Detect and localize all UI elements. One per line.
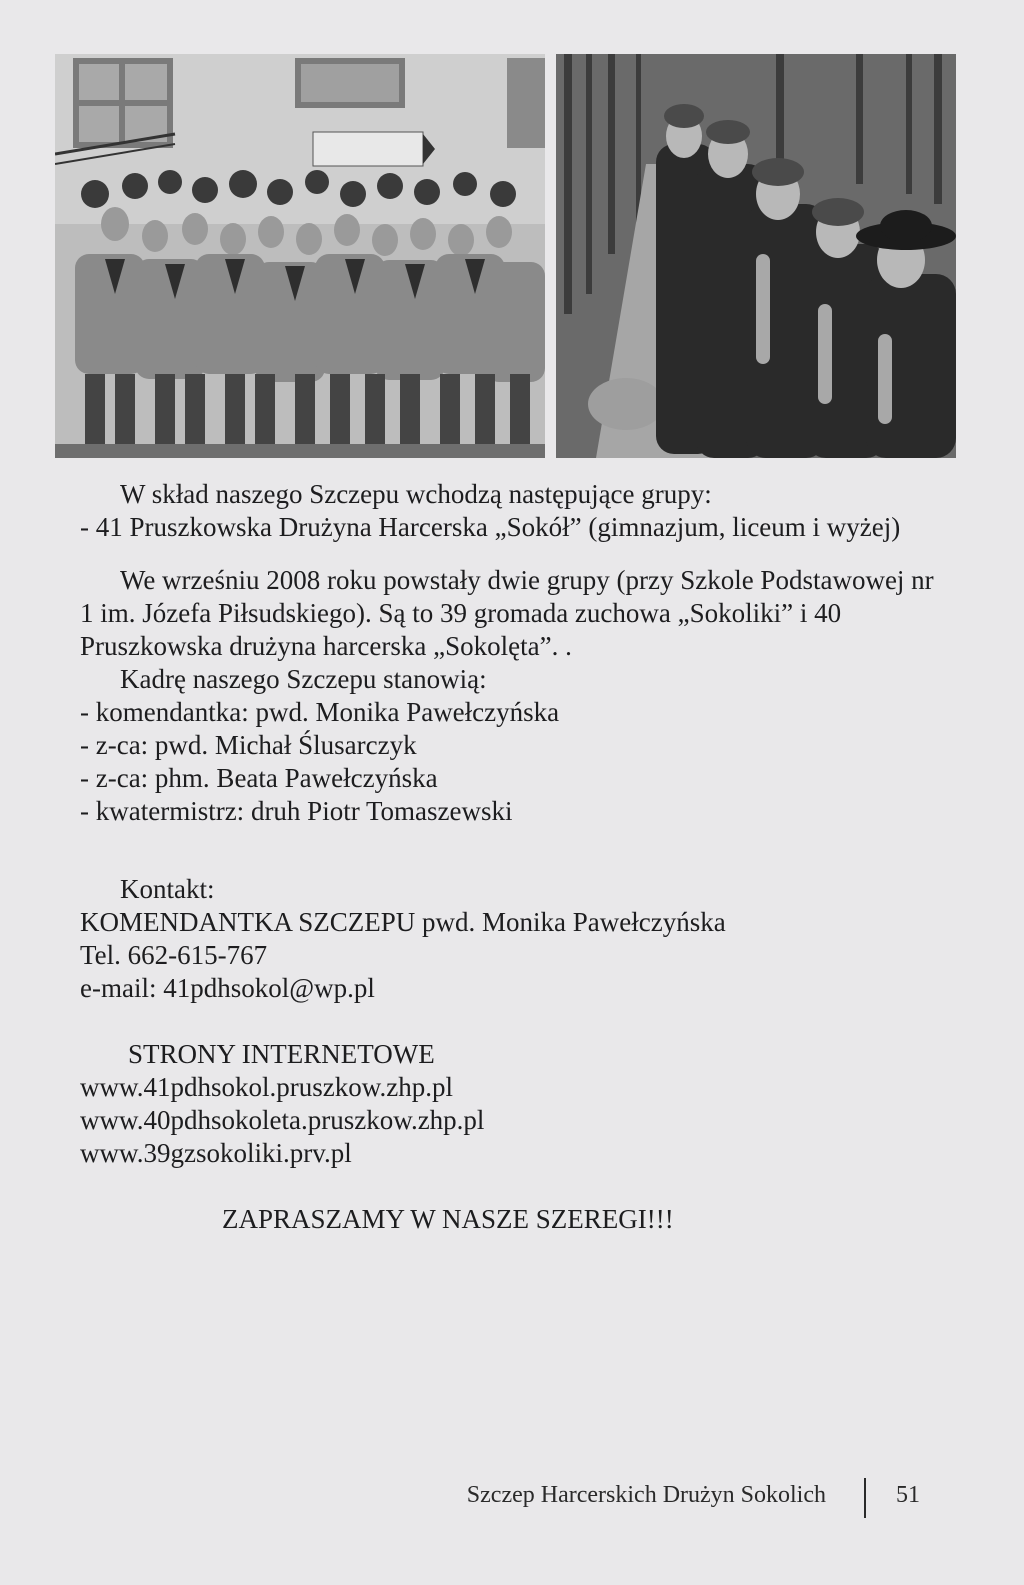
photo-scouts-group (55, 54, 545, 458)
contact-heading: Kontakt: (120, 874, 215, 904)
photo-scouts-group-image (55, 54, 545, 458)
website-link: www.41pdhsokol.pruszkow.zhp.pl (80, 1072, 453, 1102)
photo-scouts-forest (556, 54, 956, 458)
page-body-text (80, 478, 940, 1236)
websites-heading: STRONY INTERNETOWE (128, 1039, 435, 1069)
staff-item: - z-ca: phm. Beata Pawełczyńska (80, 763, 438, 793)
intro-paragraph: W skład naszego Szczepu wchodzą następujące grupy: (120, 479, 712, 509)
footer-separator (864, 1478, 866, 1518)
staff-item: - komendantka: pwd. Monika Pawełczyńska (80, 697, 560, 727)
new-groups-paragraph: We wrześniu 2008 roku powstały dwie grupy (przy Szkole Podstawowej nr 1 im. Józefa Piłsudskiego). Są to 39 gromada zuchowa „Sokoliki” i 40 Pruszkowska drużyna harcerska „Sokolęta”. . (80, 565, 934, 661)
website-link: www.40pdhsokoleta.pruszkow.zhp.pl (80, 1105, 485, 1135)
staff-item: - z-ca: pwd. Michał Ślusarczyk (80, 730, 417, 760)
contact-phone: Tel. 662-615-767 (80, 940, 268, 970)
contact-line: KOMENDANTKA SZCZEPU pwd. Monika Pawełczyńska (80, 907, 726, 937)
photo-scouts-forest-image (556, 54, 956, 458)
group-41-paragraph: - 41 Pruszkowska Drużyna Harcerska „Sokół” (gimnazjum, liceum i wyżej) (80, 512, 901, 542)
closing-invitation: ZAPRASZAMY W NASZE SZEREGI!!! (222, 1204, 674, 1234)
contact-email: e-mail: 41pdhsokol@wp.pl (80, 973, 375, 1003)
page-footer (0, 1478, 1024, 1518)
page-number: 51 (896, 1482, 920, 1508)
staff-heading: Kadrę naszego Szczepu stanowią: (120, 664, 487, 694)
running-title: Szczep Harcerskich Drużyn Sokolich (466, 1482, 826, 1508)
website-link: www.39gzsokoliki.prv.pl (80, 1138, 352, 1168)
staff-item: - kwatermistrz: druh Piotr Tomaszewski (80, 796, 513, 826)
